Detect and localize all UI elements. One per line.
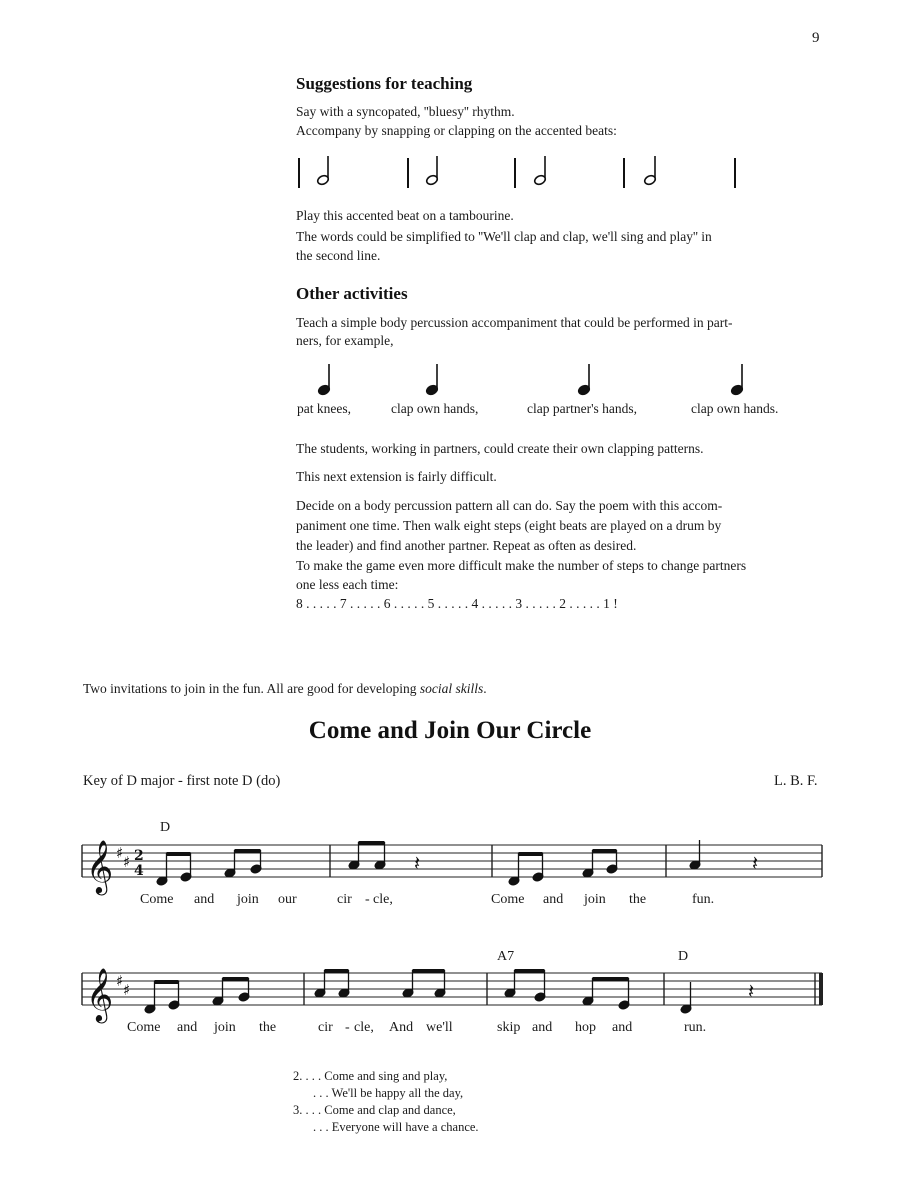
lyric: -: [345, 1020, 350, 1035]
lyric: cle,: [354, 1020, 374, 1035]
treble-clef: 𝄞: [86, 839, 114, 893]
lyric: join: [214, 1020, 236, 1035]
key-signature: ♯: [116, 972, 124, 990]
note-eighth-pair: [224, 850, 262, 878]
treble-clef: 𝄞: [86, 967, 114, 1021]
lyric: hop: [575, 1020, 596, 1035]
intro-line: [83, 679, 487, 699]
suggestions-line-5: the second line.: [296, 248, 381, 263]
lyric: join: [584, 892, 606, 907]
intro-before: Two invitations to join in the fun. All are good for developing: [83, 681, 420, 696]
lyric: -: [365, 892, 370, 907]
other-line-8: To make the game even more difficult make the number of steps to change partners: [296, 558, 747, 573]
other-line-3: The students, working in partners, could create their own clapping patterns.: [296, 441, 704, 456]
lyric: Come: [491, 892, 525, 907]
quarter-note: [317, 364, 330, 396]
suggestions-line-4: The words could be simplified to ''We'll clap and clap, we'll sing and play'' in: [296, 229, 712, 244]
quarter-note: [730, 364, 743, 396]
half-note: [316, 156, 329, 186]
half-note: [533, 156, 546, 186]
quarter-rest: 𝄽: [748, 979, 755, 1003]
lyric: the: [629, 892, 647, 907]
quarter-rest: 𝄽: [414, 851, 421, 875]
song-author: L. B. F.: [774, 773, 818, 789]
lyric: and: [532, 1020, 553, 1035]
verse-line: 2. . . . Come and sing and play,: [293, 1069, 448, 1083]
page-number: 9: [812, 30, 820, 46]
song-key: Key of D major - first note D (do): [83, 773, 281, 789]
other-line-6: paniment one time. Then walk eight steps (eight beats are played on a drum by: [296, 518, 722, 533]
quarter-note: [680, 982, 692, 1014]
svg-text:♯: ♯: [123, 853, 131, 871]
lyric: and: [194, 892, 215, 907]
song-title: Come and Join Our Circle: [308, 717, 592, 744]
note-eighth-pair: [508, 853, 544, 886]
lyric: and: [612, 1020, 633, 1035]
suggestions-line-3: Play this accented beat on a tambourine.: [296, 208, 514, 223]
staff-1: [0, 838, 900, 908]
lyric: cir: [337, 892, 352, 907]
accented-beat-rhythm: [0, 150, 900, 210]
action-clap-own-hands: clap own hands,: [391, 401, 479, 416]
lyric: skip: [497, 1020, 521, 1035]
countdown: 8 . . . . . 7 . . . . . 6 . . . . . 5 . . . . . 4 . . . . . 3 . . . . . 2 . . . . . 1 !: [296, 596, 618, 611]
intro-emphasis: social skills: [419, 681, 484, 696]
action-clap-partners-hands: clap partner's hands,: [527, 401, 638, 416]
chord-d: D: [160, 820, 171, 835]
lyric: and: [543, 892, 564, 907]
body-percussion-notes: [0, 360, 900, 400]
half-note: [425, 156, 438, 186]
lyric: fun.: [692, 892, 715, 907]
quarter-note: [577, 364, 590, 396]
svg-text:4: 4: [134, 863, 144, 879]
time-signature: 2: [134, 848, 144, 864]
lyric: join: [237, 892, 259, 907]
chord-d: D: [678, 949, 689, 964]
lyric: cir: [318, 1020, 333, 1035]
other-line-5: Decide on a body percussion pattern all can do. Say the poem with this accom-: [296, 498, 723, 513]
quarter-note: [425, 364, 438, 396]
key-signature: ♯: [116, 844, 124, 862]
suggestions-heading: Suggestions for teaching: [296, 74, 473, 93]
suggestions-line-1: Say with a syncopated, ''bluesy'' rhythm.: [296, 104, 515, 119]
note-eighth-pair: [582, 850, 618, 878]
lyric: cle,: [373, 892, 393, 907]
other-line-2: ners, for example,: [296, 333, 394, 348]
suggestions-line-2: Accompany by snapping or clapping on the accented beats:: [296, 123, 617, 138]
lyric: Come: [140, 892, 174, 907]
other-line-1: Teach a simple body percussion accompaniment that could be performed in part-: [296, 315, 733, 330]
quarter-rest: 𝄽: [752, 851, 759, 875]
action-clap-own-hands-2: clap own hands.: [691, 401, 779, 416]
lyric: run.: [684, 1020, 707, 1035]
other-line-4: This next extension is fairly difficult.: [296, 469, 497, 484]
intro-after: .: [483, 681, 487, 696]
lyric: our: [278, 892, 297, 907]
other-line-7: the leader) and find another partner. Repeat as often as desired.: [296, 538, 637, 553]
lyric: and: [177, 1020, 198, 1035]
verse-line: 3. . . . Come and clap and dance,: [293, 1103, 456, 1117]
half-note: [643, 156, 656, 186]
lyric: Come: [127, 1020, 161, 1035]
note-eighth-pair: [348, 842, 386, 870]
lyric: the: [259, 1020, 277, 1035]
chord-a7: A7: [497, 949, 515, 964]
other-activities-heading: Other activities: [296, 284, 408, 303]
verse-line: . . . Everyone will have a chance.: [313, 1120, 479, 1134]
note-eighth-pair: [212, 978, 250, 1006]
svg-text:♯: ♯: [123, 981, 131, 999]
note-eighth-pair: [156, 853, 192, 886]
note-eighth-pair: [402, 970, 446, 998]
note-eighth-pair: [144, 981, 180, 1014]
lyric: we'll: [426, 1020, 453, 1035]
note-eighth-pair: [314, 970, 350, 998]
verse-line: . . . We'll be happy all the day,: [313, 1086, 464, 1100]
action-pat-knees: pat knees,: [297, 401, 351, 416]
lyric: And: [389, 1020, 414, 1035]
other-line-9: one less each time:: [296, 577, 399, 592]
